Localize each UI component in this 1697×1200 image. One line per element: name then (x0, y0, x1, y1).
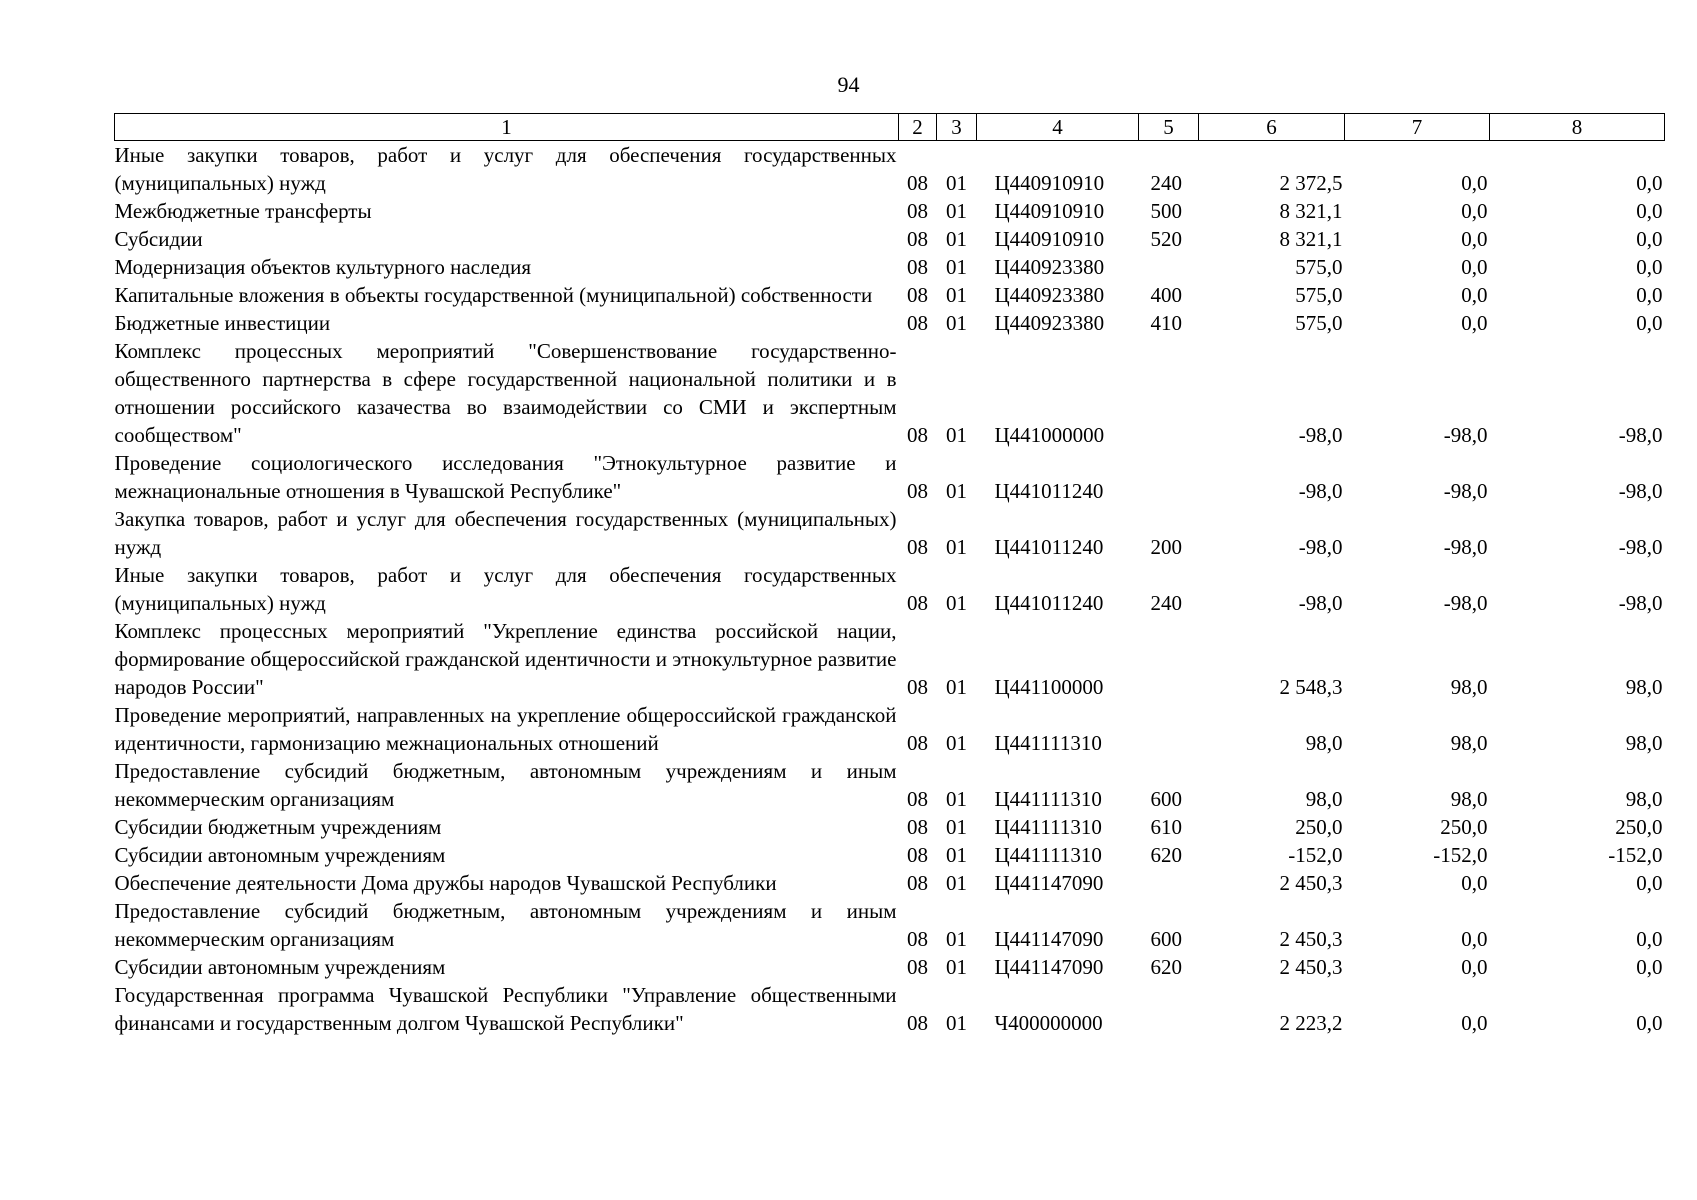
row-target-article: Ц441111310 (994, 843, 1102, 867)
row-amount-col6: -98,0 (1298, 591, 1343, 615)
row-name: Иные закупки товаров, работ и услуг для обеспечения государственных (муниципальных) нужд (114, 143, 897, 195)
row-amount-col7: 0,0 (1461, 955, 1488, 979)
table-row (115, 757, 1665, 813)
row-amount-col8: -98,0 (1618, 479, 1663, 503)
row-amount-col6: 2 223,2 (1279, 1011, 1343, 1035)
row-amount-col7: -98,0 (1443, 423, 1488, 447)
row-section: 08 (907, 535, 928, 559)
row-amount-col7: 0,0 (1461, 311, 1488, 335)
row-amount-col6: 575,0 (1295, 283, 1343, 307)
row-amount-col8: -98,0 (1618, 423, 1663, 447)
row-subsection: 01 (946, 1011, 967, 1035)
row-amount-col8: 250,0 (1615, 815, 1663, 839)
row-name: Государственная программа Чувашской Республики "Управление общественными финансами и государственным долгом Чувашской Республики" (114, 983, 897, 1035)
row-target-article: Ц441011240 (994, 535, 1104, 559)
row-section: 08 (907, 787, 928, 811)
table-row (115, 981, 1665, 1037)
row-name: Комплекс процессных мероприятий "Укрепление единства российской нации, формирование общероссийской гражданской идентичности и этнокультурное развитие народов России" (114, 619, 897, 699)
row-amount-col6: -98,0 (1298, 423, 1343, 447)
header-col-3: 3 (937, 114, 977, 141)
row-target-article: Ц441111310 (994, 731, 1102, 755)
row-subsection: 01 (946, 927, 967, 951)
table-row (115, 141, 1665, 198)
budget-table (114, 113, 1665, 1037)
row-expense-type: 620 (1150, 955, 1182, 979)
row-target-article: Ц440923380 (994, 283, 1105, 307)
row-target-article: Ц441111310 (994, 815, 1102, 839)
row-section: 08 (907, 843, 928, 867)
row-expense-type: 620 (1150, 843, 1182, 867)
row-target-article: Ц440923380 (994, 255, 1105, 279)
row-name: Бюджетные инвестиции (114, 311, 331, 335)
row-amount-col6: 2 450,3 (1279, 871, 1343, 895)
row-expense-type: 500 (1150, 199, 1182, 223)
header-col-8: 8 (1490, 114, 1665, 141)
row-expense-type: 410 (1150, 311, 1182, 335)
row-amount-col6: 98,0 (1305, 787, 1343, 811)
row-target-article: Ц441147090 (994, 927, 1104, 951)
table-header (115, 114, 1665, 141)
row-amount-col7: -98,0 (1443, 591, 1488, 615)
row-amount-col7: 0,0 (1461, 227, 1488, 251)
row-amount-col6: 2 372,5 (1279, 171, 1343, 195)
row-amount-col7: 0,0 (1461, 255, 1488, 279)
row-name: Проведение мероприятий, направленных на укрепление общероссийской гражданской идентичности, гармонизацию межнациональных отношений (114, 703, 897, 755)
row-amount-col8: 0,0 (1636, 927, 1663, 951)
row-subsection: 01 (946, 311, 967, 335)
header-row (115, 114, 1665, 141)
row-amount-col6: 8 321,1 (1279, 199, 1343, 223)
row-name: Субсидии бюджетным учреждениям (114, 815, 442, 839)
header-col-4: 4 (977, 114, 1139, 141)
table-body (115, 141, 1665, 1038)
header-col-6: 6 (1199, 114, 1345, 141)
row-amount-col7: 0,0 (1461, 927, 1488, 951)
row-amount-col8: 98,0 (1625, 731, 1663, 755)
row-subsection: 01 (946, 955, 967, 979)
row-name: Обеспечение деятельности Дома дружбы народов Чувашской Республики (114, 871, 777, 895)
row-amount-col8: 0,0 (1636, 227, 1663, 251)
row-amount-col8: -152,0 (1608, 843, 1663, 867)
row-section: 08 (907, 199, 928, 223)
row-section: 08 (907, 955, 928, 979)
row-name: Проведение социологического исследования "Этнокультурное развитие и межнациональные отношения в Чувашской Республике" (114, 451, 897, 503)
row-subsection: 01 (946, 199, 967, 223)
row-section: 08 (907, 311, 928, 335)
row-section: 08 (907, 171, 928, 195)
table-row (115, 841, 1665, 869)
row-amount-col6: 2 548,3 (1279, 675, 1343, 699)
row-section: 08 (907, 731, 928, 755)
row-amount-col8: 0,0 (1636, 871, 1663, 895)
header-col-2: 2 (899, 114, 937, 141)
row-amount-col8: 0,0 (1636, 199, 1663, 223)
table-row (115, 561, 1665, 617)
row-target-article: Ч400000000 (994, 1011, 1103, 1035)
row-amount-col7: 0,0 (1461, 871, 1488, 895)
row-amount-col7: 250,0 (1440, 815, 1488, 839)
row-subsection: 01 (946, 171, 967, 195)
row-amount-col6: 2 450,3 (1279, 927, 1343, 951)
row-expense-type: 240 (1150, 171, 1182, 195)
row-section: 08 (907, 283, 928, 307)
row-section: 08 (907, 1011, 928, 1035)
row-section: 08 (907, 927, 928, 951)
row-amount-col8: -98,0 (1618, 535, 1663, 559)
row-subsection: 01 (946, 843, 967, 867)
row-subsection: 01 (946, 227, 967, 251)
row-expense-type: 200 (1150, 535, 1182, 559)
table-row (115, 813, 1665, 841)
row-amount-col8: 0,0 (1636, 955, 1663, 979)
row-amount-col8: 0,0 (1636, 171, 1663, 195)
row-expense-type (1139, 253, 1199, 281)
row-subsection: 01 (946, 731, 967, 755)
row-name: Субсидии автономным учреждениям (114, 843, 446, 867)
row-amount-col8: 98,0 (1625, 787, 1663, 811)
row-amount-col7: -98,0 (1443, 535, 1488, 559)
row-amount-col8: 0,0 (1636, 311, 1663, 335)
row-expense-type: 600 (1150, 787, 1182, 811)
row-subsection: 01 (946, 591, 967, 615)
row-target-article: Ц441011240 (994, 479, 1104, 503)
row-amount-col8: -98,0 (1618, 591, 1663, 615)
row-subsection: 01 (946, 675, 967, 699)
row-target-article: Ц440910910 (994, 199, 1105, 223)
row-section: 08 (907, 591, 928, 615)
table-row (115, 197, 1665, 225)
row-target-article: Ц440910910 (994, 171, 1105, 195)
row-target-article: Ц441147090 (994, 955, 1104, 979)
table-row (115, 337, 1665, 449)
row-expense-type (1139, 337, 1199, 449)
row-amount-col6: 575,0 (1295, 311, 1343, 335)
row-target-article: Ц441147090 (994, 871, 1104, 895)
row-amount-col8: 98,0 (1625, 675, 1663, 699)
row-expense-type: 520 (1150, 227, 1182, 251)
row-subsection: 01 (946, 787, 967, 811)
row-amount-col8: 0,0 (1636, 255, 1663, 279)
row-target-article: Ц441100000 (994, 675, 1104, 699)
row-subsection: 01 (946, 871, 967, 895)
row-expense-type (1139, 869, 1199, 897)
row-amount-col7: 98,0 (1450, 731, 1488, 755)
row-section: 08 (907, 871, 928, 895)
row-expense-type (1139, 617, 1199, 701)
table-row (115, 253, 1665, 281)
row-name: Модернизация объектов культурного наследия (114, 255, 532, 279)
row-amount-col7: 98,0 (1450, 675, 1488, 699)
row-amount-col6: 575,0 (1295, 255, 1343, 279)
row-amount-col6: 250,0 (1295, 815, 1343, 839)
row-name: Капитальные вложения в объекты государственной (муниципальной) собственности (114, 283, 873, 307)
table-row (115, 897, 1665, 953)
row-subsection: 01 (946, 479, 967, 503)
row-name: Комплекс процессных мероприятий "Совершенствование государственно-общественного партнерства в сфере государственной национальной политики и в отношении российского казачества во взаимодействии со СМИ и экспертным сообществом" (114, 339, 897, 447)
row-target-article: Ц441000000 (994, 423, 1105, 447)
table-row (115, 505, 1665, 561)
header-col-5: 5 (1139, 114, 1199, 141)
row-amount-col7: -98,0 (1443, 479, 1488, 503)
row-expense-type (1139, 701, 1199, 757)
row-subsection: 01 (946, 255, 967, 279)
table-row (115, 225, 1665, 253)
row-expense-type: 240 (1150, 591, 1182, 615)
row-name: Закупка товаров, работ и услуг для обеспечения государственных (муниципальных) нужд (114, 507, 897, 559)
row-name: Межбюджетные трансферты (114, 199, 372, 223)
row-name: Иные закупки товаров, работ и услуг для обеспечения государственных (муниципальных) нужд (114, 563, 897, 615)
row-amount-col6: 98,0 (1305, 731, 1343, 755)
row-subsection: 01 (946, 423, 967, 447)
row-section: 08 (907, 255, 928, 279)
row-name: Субсидии (114, 227, 203, 251)
row-name: Предоставление субсидий бюджетным, автономным учреждениям и иным некоммерческим организациям (114, 899, 897, 951)
row-amount-col8: 0,0 (1636, 1011, 1663, 1035)
row-target-article: Ц440923380 (994, 311, 1105, 335)
row-amount-col6: -98,0 (1298, 479, 1343, 503)
row-amount-col6: 2 450,3 (1279, 955, 1343, 979)
row-expense-type (1139, 449, 1199, 505)
row-amount-col8: 0,0 (1636, 283, 1663, 307)
row-section: 08 (907, 815, 928, 839)
row-section: 08 (907, 479, 928, 503)
row-section: 08 (907, 423, 928, 447)
row-amount-col6: 8 321,1 (1279, 227, 1343, 251)
table-row (115, 449, 1665, 505)
table-row (115, 617, 1665, 701)
row-amount-col7: 0,0 (1461, 171, 1488, 195)
table-row (115, 281, 1665, 309)
header-col-1: 1 (115, 114, 899, 141)
row-target-article: Ц440910910 (994, 227, 1105, 251)
row-amount-col7: 0,0 (1461, 283, 1488, 307)
row-amount-col7: 98,0 (1450, 787, 1488, 811)
table-row (115, 869, 1665, 897)
row-section: 08 (907, 675, 928, 699)
row-amount-col7: 0,0 (1461, 199, 1488, 223)
page-number: 94 (837, 72, 860, 97)
row-expense-type: 400 (1150, 283, 1182, 307)
row-target-article: Ц441111310 (994, 787, 1102, 811)
row-amount-col7: 0,0 (1461, 1011, 1488, 1035)
table-row (115, 953, 1665, 981)
row-subsection: 01 (946, 815, 967, 839)
row-subsection: 01 (946, 283, 967, 307)
row-amount-col6: -98,0 (1298, 535, 1343, 559)
row-expense-type: 600 (1150, 927, 1182, 951)
row-name: Субсидии автономным учреждениям (114, 955, 446, 979)
table-row (115, 309, 1665, 337)
row-subsection: 01 (946, 535, 967, 559)
header-col-7: 7 (1345, 114, 1490, 141)
row-expense-type (1139, 981, 1199, 1037)
row-name: Предоставление субсидий бюджетным, автономным учреждениям и иным некоммерческим организациям (114, 759, 897, 811)
row-expense-type: 610 (1150, 815, 1182, 839)
row-target-article: Ц441011240 (994, 591, 1104, 615)
row-section: 08 (907, 227, 928, 251)
row-amount-col6: -152,0 (1288, 843, 1343, 867)
table-row (115, 701, 1665, 757)
row-amount-col7: -152,0 (1433, 843, 1488, 867)
